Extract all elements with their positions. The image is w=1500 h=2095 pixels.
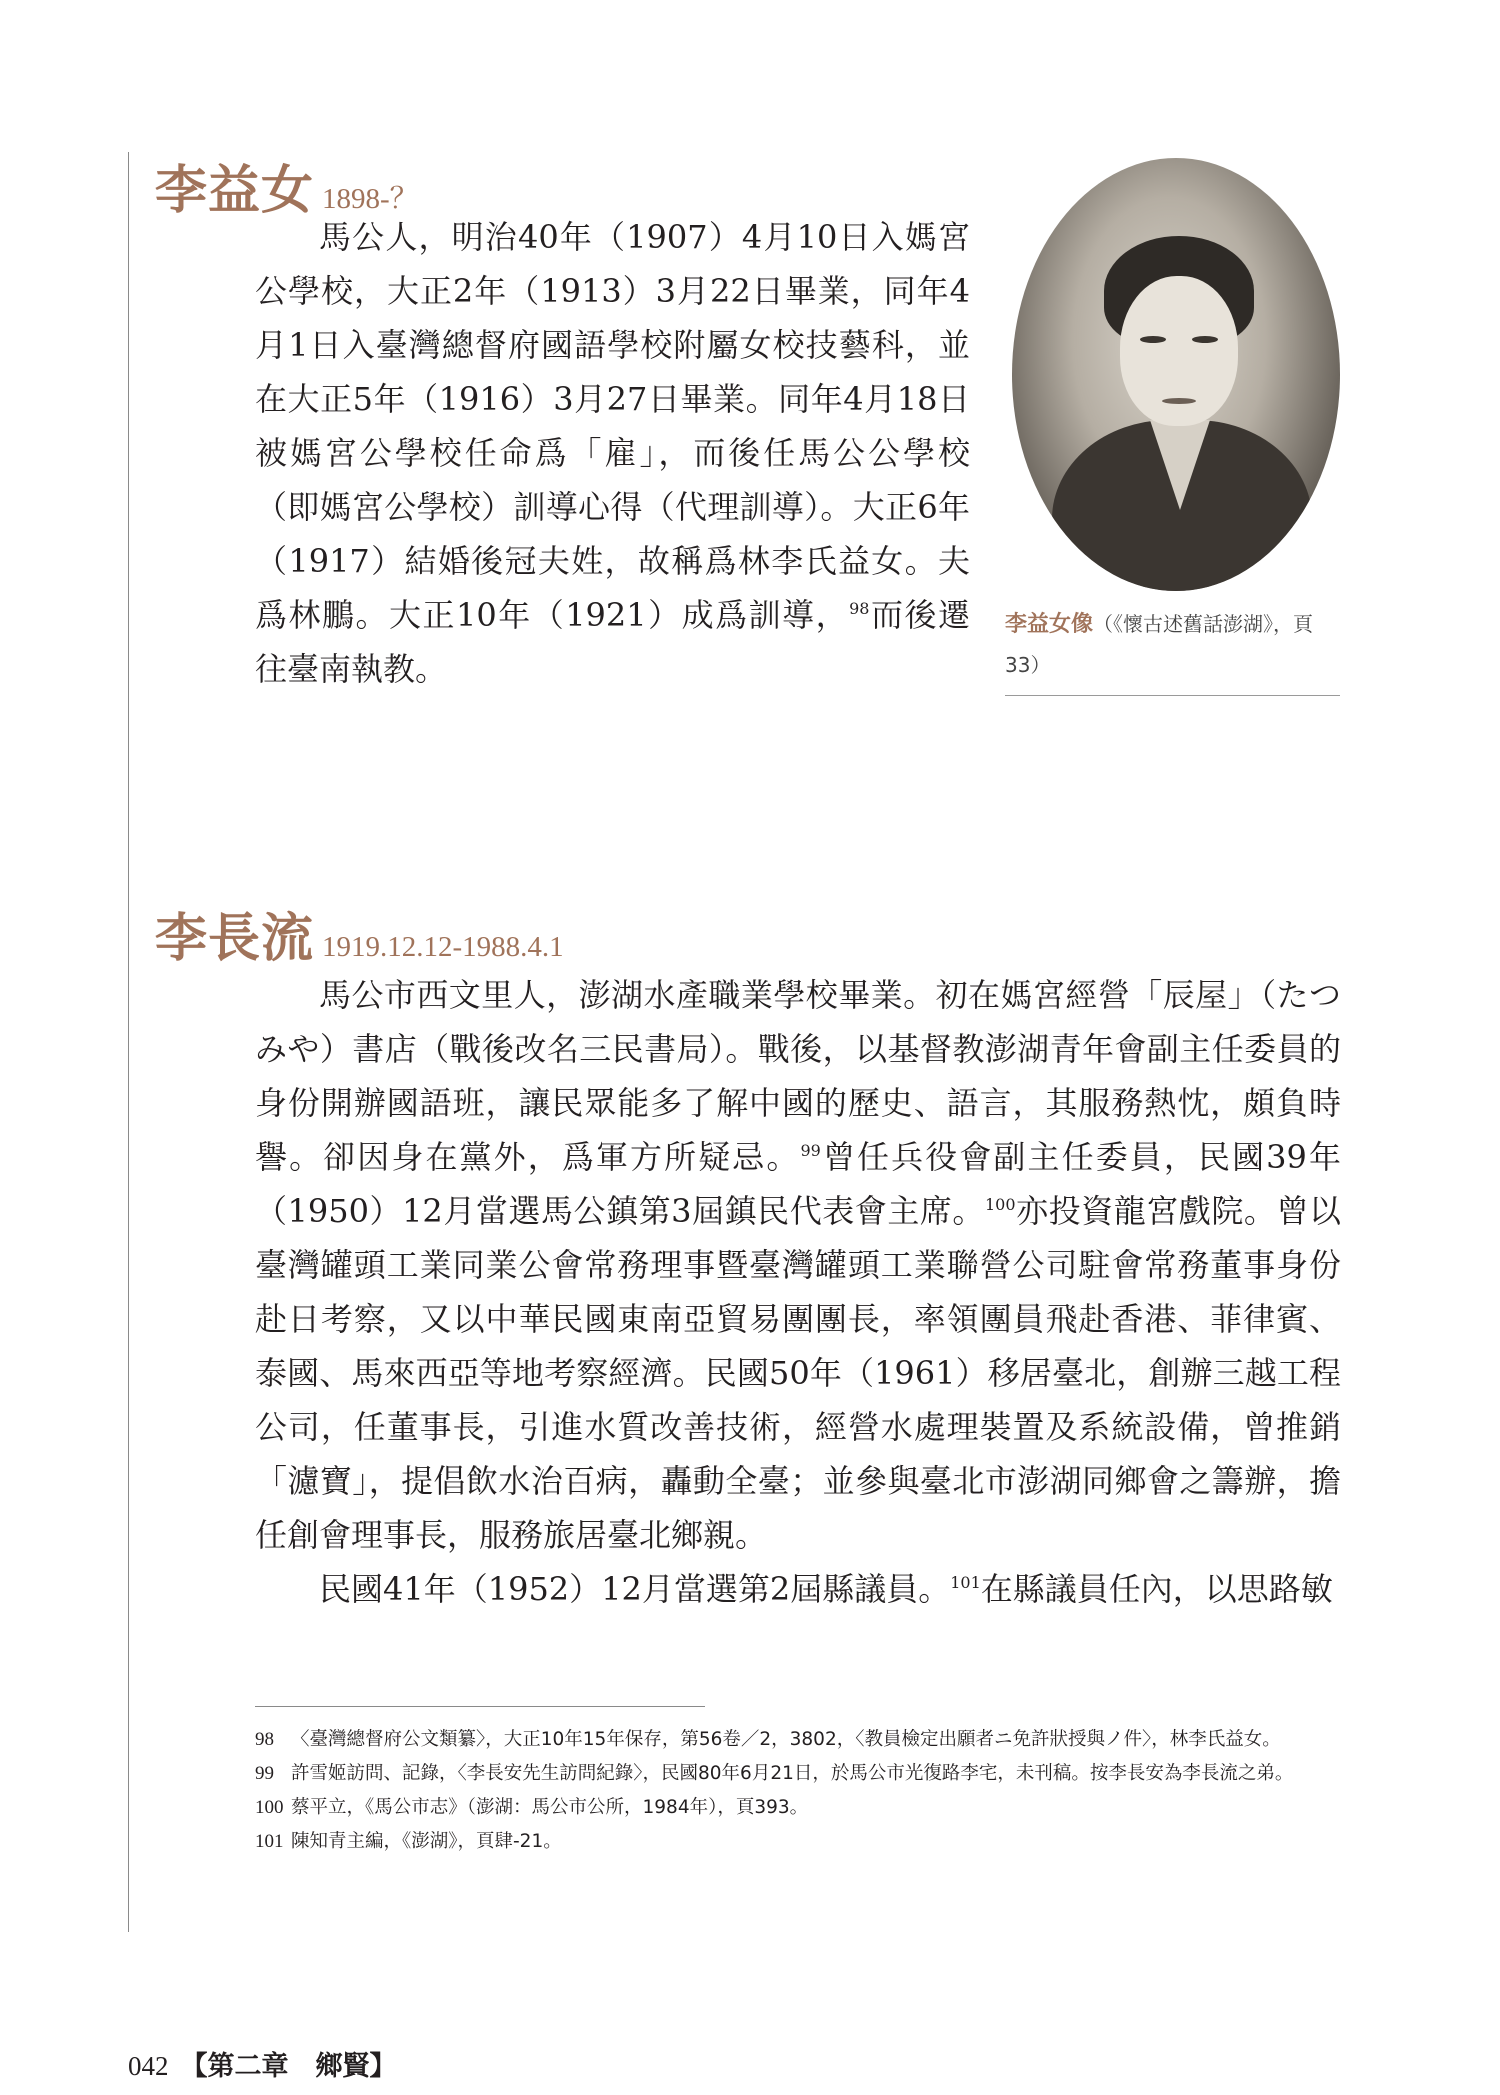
footnote-rule: [255, 1706, 705, 1707]
body-text-segment: 民國41年（1952）12月當選第2屆縣議員。: [319, 1570, 951, 1608]
footnote-number: 100: [255, 1797, 284, 1818]
caption-title: 李益女像: [1005, 612, 1094, 637]
footnote-item: [255, 1724, 1341, 1756]
footnote-text: 蔡平立，《馬公市志》（澎湖：馬公市公所，1984年），頁393。: [291, 1797, 809, 1818]
footnote-number: 99: [255, 1763, 274, 1784]
caption-rule: [1005, 695, 1340, 696]
footnote-ref[interactable]: 99: [800, 1141, 821, 1160]
entry-name: 李益女: [155, 160, 315, 221]
running-footer: [128, 2044, 397, 2083]
page-number: 042: [128, 2051, 169, 2081]
margin-rule: [128, 152, 129, 1932]
footnote-item: [255, 1792, 1341, 1824]
entry-years: 1898-？: [322, 183, 419, 215]
caption-source: （《懷古述舊話澎湖》，頁33）: [1005, 612, 1314, 677]
footnote-number: 101: [255, 1831, 284, 1852]
footnote-number: 98: [255, 1729, 274, 1750]
body-paragraph: [255, 210, 970, 696]
footnote-ref[interactable]: 98: [849, 599, 870, 618]
footnote-ref[interactable]: 101: [950, 1573, 981, 1592]
portrait-eye: [1140, 336, 1166, 343]
portrait-mouth: [1162, 398, 1196, 404]
entry-heading-li-changliu: [155, 896, 564, 971]
section-title: 【第二章 鄉賢】: [180, 2051, 397, 2082]
footnote-text: 〈臺灣總督府公文類纂〉，大正10年15年保存，第56卷／2，3802，〈教員檢定出願者ニ免許狀授與ノ件〉，林李氏益女。: [291, 1729, 1281, 1750]
footnote-text: 許雪姬訪問、記錄，〈李長安先生訪問紀錄〉，民國80年6月21日，於馬公市光復路李宅，未刊稿。按李長安為李長流之弟。: [291, 1763, 1294, 1784]
entry-body-li-changliu: [255, 968, 1341, 1616]
entry-body-li-yinu: [255, 210, 970, 696]
footnote-text: 陳知青主編，《澎湖》，頁肆-21。: [291, 1831, 562, 1852]
body-paragraph: [255, 1562, 1341, 1616]
portrait-photo: [1012, 158, 1340, 591]
footnote-item: [255, 1758, 1341, 1790]
body-paragraph: [255, 968, 1341, 1562]
body-text-segment: 亦投資龍宮戲院。曾以臺灣罐頭工業同業公會常務理事暨臺灣罐頭工業聯營公司駐會常務董事身份赴日考察，又以中華民國東南亞貿易團團長，率領團員飛赴香港、菲律賓、泰國、馬來西亞等地考察經濟。民國50年（1961）移居臺北，創辦三越工程公司，任董事長，引進水質改善技術，經營水處理裝置及系統設備，曾推銷「濾寶」，提倡飲水治百病，轟動全臺；並參與臺北市澎湖同鄉會之籌辦，擔任創會理事長，服務旅居臺北鄉親。: [255, 1192, 1341, 1554]
body-text-segment: 馬公人，明治40年（1907）4月10日入媽宮公學校，大正2年（1913）3月22日畢業，同年4月1日入臺灣總督府國語學校附屬女校技藝科，並在大正5年（1916）3月27日畢業。同年4月18日被媽宮公學校任命爲「雇」，而後任馬公公學校（即媽宮公學校）訓導心得（代理訓導）。大正6年（1917）結婚後冠夫姓，故稱爲林李氏益女。夫爲林鵬。大正10年（1921）成爲訓導，: [255, 218, 970, 634]
footnote-ref[interactable]: 100: [984, 1195, 1016, 1214]
body-text-segment: 在縣議員任內，以思路敏: [980, 1570, 1333, 1608]
body-text-segment: 馬公市西文里人，澎湖水產職業學校畢業。初在媽宮經營「辰屋」（たつみや）書店（戰後改名三民書局）。戰後，以基督教澎湖青年會副主任委員的身份開辦國語班，讓民眾能多了解中國的歷史、語言，其服務熱忱，頗負時譽。卻因身在黨外，爲軍方所疑忌。: [255, 976, 1341, 1176]
entry-name: 李長流: [155, 908, 315, 969]
body-text-segment: 而後遷往臺南執教。: [255, 596, 970, 688]
footnote-list: [255, 1724, 1341, 1860]
footnote-item: [255, 1826, 1341, 1858]
body-text-segment: 曾任兵役會副主任委員，民國39年（1950）12月當選馬公鎮第3屆鎮民代表會主席。: [255, 1138, 1341, 1230]
photo-caption: [1005, 604, 1335, 685]
portrait-eye: [1192, 336, 1218, 343]
entry-years: 1919.12.12-1988.4.1: [322, 931, 564, 963]
